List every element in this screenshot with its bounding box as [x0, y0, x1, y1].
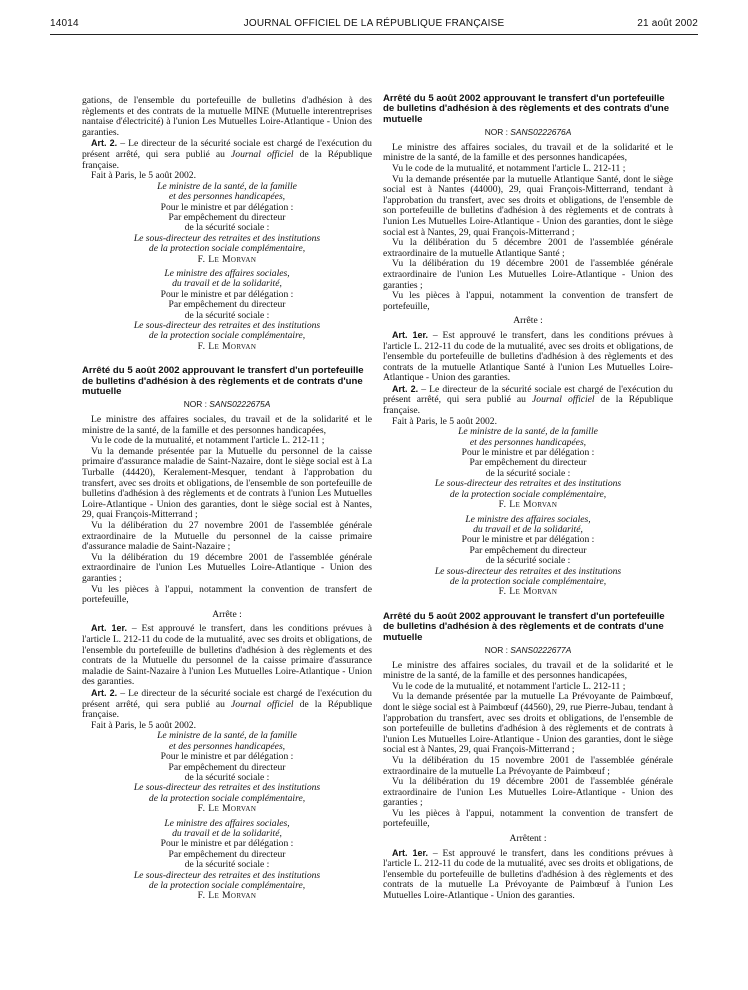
- visa: Vu les pièces à l'appui, notamment la convention de transfert de portefeuille,: [383, 807, 673, 830]
- decree-title: Arrêté du 5 août 2002 approuvant le transfert d'un portefeuille de bulletins d'adhésion à des règlements et de contrats d'une mutuelle: [82, 365, 364, 398]
- visa: Vu la délibération du 19 décembre 2001 de l'assemblée générale extraordinaire de l'union Les Mutuelles Loire-Atlantique - Union des garanties ;: [383, 776, 673, 809]
- nor-reference: NOR : SANS0222676A: [484, 127, 572, 138]
- signature-block: Le ministre des affaires sociales, du travail et de la solidarité, Pour le ministre et par délégation : Par empêchement du directeur de la sécurité sociale : Le sous-directeur des retraites et des institutions de la protection sociale complémentaire, F. Le Morvan: [133, 268, 321, 352]
- article-1-paragraph: Art. 1er. – Est approuvé le transfert, dans les conditions prévues à l'article L. 212-11 du code de la mutualité, avec ses droits et obligations, de l'ensemble du portefeuille de bulletins d'adhésion à des règlements et des contrats de la mutuelle Atlantique Santé à l'union Les Mutuelles Loire-Atlantique - Union des garanties.: [383, 329, 673, 384]
- page-header: [50, 16, 698, 35]
- visa: Vu la délibération du 5 décembre 2001 de l'assemblée générale extraordinaire de la mutuelle Atlantique Santé ;: [383, 237, 673, 259]
- visa: Vu la délibération du 19 décembre 2001 de l'assemblée générale extraordinaire de l'union Les Mutuelles Loire-Atlantique - Union des garanties ;: [383, 258, 673, 291]
- signature-block: Le ministre de la santé, de la famille et des personnes handicapées, Pour le ministre et par délégation : Par empêchement du directeur de la sécurité sociale : Le sous-directeur des retraites et des institutions de la protection sociale complémentaire, F. Le Morvan: [434, 426, 622, 511]
- signature-block: Le ministre des affaires sociales, du travail et de la solidarité, Pour le ministre et par délégation : Par empêchement du directeur de la sécurité sociale : Le sous-directeur des retraites et des institutions de la protection sociale complémentaire, F. Le Morvan: [434, 513, 622, 598]
- decree-title: Arrêté du 5 août 2002 approuvant le transfert d'un portefeuille de bulletins d'adhésion à des règlements et des contrats d'une mutuelle: [383, 93, 670, 125]
- preamble: Le ministre des affaires sociales, du travail et de la solidarité et le ministre de la santé, de la famille et des personnes handicapées,: [383, 659, 673, 682]
- article-1-paragraph: Art. 1er. – Est approuvé le transfert, dans les conditions prévues à l'article L. 212-11 du code de la mutualité, avec ses droits et obligations, de l'ensemble du portefeuille de bulletins d'adhésion à des règlements et des contrats de la mutuelle La Prévoyante de Paimbœuf à l'union Les Mutuelles Loire-Atlantique - Union des garanties.: [383, 847, 673, 902]
- signed-date: Fait à Paris, le 5 août 2002.: [91, 170, 196, 182]
- visa: Vu le code de la mutualité, et notamment l'article L. 212-11 ;: [392, 680, 626, 692]
- signature-block: Le ministre de la santé, de la famille et des personnes handicapées, Pour le ministre et par délégation : Par empêchement du directeur de la sécurité sociale : Le sous-directeur des retraites et des institutions de la protection sociale complémentaire, F. Le Morvan: [133, 730, 321, 815]
- preamble: Le ministre des affaires sociales, du travail et de la solidarité et le ministre de la santé, de la famille et des personnes handicapées,: [82, 414, 372, 436]
- signature-block: Le ministre de la santé, de la famille et des personnes handicapées, Pour le ministre et par délégation : Par empêchement du directeur de la sécurité sociale : Le sous-directeur des retraites et des institutions de la protection sociale complémentaire, F. Le Morvan: [133, 180, 321, 265]
- nor-reference: NOR : SANS0222677A: [484, 644, 572, 655]
- visa: Vu la demande présentée par la mutuelle Atlantique Santé, dont le siège social est à Nantes (44000), 29, quai François-Mitterrand, tendant à l'approbation du transfert, avec ses droits et obligations, de l'ensemble de son portefeuille de bulletins d'adhésion à des règlements et de contrats à l'union Les Mutuelles Loire-Atlantique - Union des garanties, dont le siège social est à Nantes, 29, quai François-Mitterrand ;: [383, 173, 673, 238]
- article-2-paragraph: Art. 2. – Le directeur de la sécurité sociale est chargé de l'exécution du présent arrêté, qui sera publié au Journal officiel de la République française.: [82, 138, 373, 171]
- visa: Vu la délibération du 19 décembre 2001 de l'assemblée générale extraordinaire de l'union Les Mutuelles Loire-Atlantique - Union des garanties ;: [82, 551, 372, 584]
- signed-date: Fait à Paris, le 5 août 2002.: [91, 719, 196, 731]
- visa: Vu la demande présentée par la Mutuelle du personnel de la caisse primaire d'assurance maladie de Saint-Nazaire, dont le siège social est à La Turballe (44420), Keralement-Mesquer, tendant à l'approbation du transfert, avec ses droits et obligations, de l'ensemble de son portefeuille de bulletins d'adhésion à des règlements et de contrats à l'union Les Mutuelles Loire-Atlantique - Union des garanties, dont le siège social est à Nantes, 29, quai François-Mitterrand ;: [82, 445, 372, 521]
- article-2-paragraph: Art. 2. – Le directeur de la sécurité sociale est chargé de l'exécution du présent arrêté, qui sera publié au Journal officiel de la République française.: [383, 383, 674, 417]
- decree-title: Arrêté du 5 août 2002 approuvant le transfert d'un portefeuille de bulletins d'adhésion à des règlements et de contrats d'une mutuelle: [383, 610, 665, 643]
- visa: Vu le code de la mutualité, et notamment l'article L. 212-11 ;: [91, 435, 325, 447]
- nor-reference: NOR : SANS0222675A: [183, 399, 271, 410]
- visa: Vu la demande présentée par la mutuelle La Prévoyante de Paimbœuf, dont le siège social est à Paimbœuf (44560), 29, rue Pierre-Jubau, tendant à l'approbation du transfert, avec ses droits et obligations, de l'ensemble de son portefeuille de bulletins d'adhésion à des règlements et de contrats à l'union Les Mutuelles Loire-Atlantique - Union des garanties, dont le siège social est à Nantes, 29, quai François-Mitterrand ;: [383, 691, 673, 756]
- visa: Vu la délibération du 15 novembre 2001 de l'assemblée générale extraordinaire de la mutuelle La Prévoyante de Paimbœuf ;: [383, 754, 673, 777]
- right-column: [383, 94, 673, 902]
- article-2-paragraph: Art. 2. – Le directeur de la sécurité sociale est chargé de l'exécution du présent arrêté, qui sera publié au Journal officiel de la République française.: [82, 687, 373, 721]
- signature-block: Le ministre des affaires sociales, du travail et de la solidarité, Pour le ministre et par délégation : Par empêchement du directeur de la sécurité sociale : Le sous-directeur des retraites et des institutions de la protection sociale complémentaire, F. Le Morvan: [133, 817, 321, 902]
- arrete-heading: Arrête :: [212, 608, 242, 620]
- signed-date: Fait à Paris, le 5 août 2002.: [392, 415, 497, 427]
- left-column: [82, 96, 372, 902]
- article-1-paragraph: Art. 1er. – Est approuvé le transfert, dans les conditions prévues à l'article L. 212-11 du code de la mutualité, avec ses droits et obligations, de l'ensemble du portefeuille de bulletins d'adhésion à des règlements et des contrats de la Mutuelle du personnel de la caisse primaire d'assurance maladie de Saint-Nazaire à l'union Les Mutuelles Loire-Atlantique - Union des garanties.: [82, 623, 372, 688]
- visa: Vu les pièces à l'appui, notamment la convention de transfert de portefeuille,: [383, 290, 673, 312]
- issue-date: 21 août 2002: [637, 18, 698, 29]
- visa: Vu la délibération du 27 novembre 2001 de l'assemblée générale extraordinaire de la Mutuelle du personnel de la caisse primaire d'assurance maladie de Saint-Nazaire ;: [82, 520, 372, 553]
- arrete-heading: Arrêtent :: [509, 833, 547, 845]
- visa: Vu les pièces à l'appui, notamment la convention de transfert de portefeuille,: [82, 583, 372, 606]
- continued-text: gations, de l'ensemble du portefeuille de bulletins d'adhésion à des règlements et des contrats de la mutuelle MINE (Mutuelle interentreprises nantaise d'électricité) à l'union Les Mutuelles Loire-Atlantique - Union des garanties.: [82, 95, 372, 138]
- visa: Vu le code de la mutualité, et notamment l'article L. 212-11 ;: [392, 163, 626, 174]
- page-number: 14014: [50, 18, 79, 29]
- preamble: Le ministre des affaires sociales, du travail et de la solidarité et le ministre de la santé, de la famille et des personnes handicapées,: [383, 141, 673, 164]
- arrete-heading: Arrête :: [513, 315, 543, 327]
- journal-title: JOURNAL OFFICIEL DE LA RÉPUBLIQUE FRANÇAISE: [243, 18, 505, 29]
